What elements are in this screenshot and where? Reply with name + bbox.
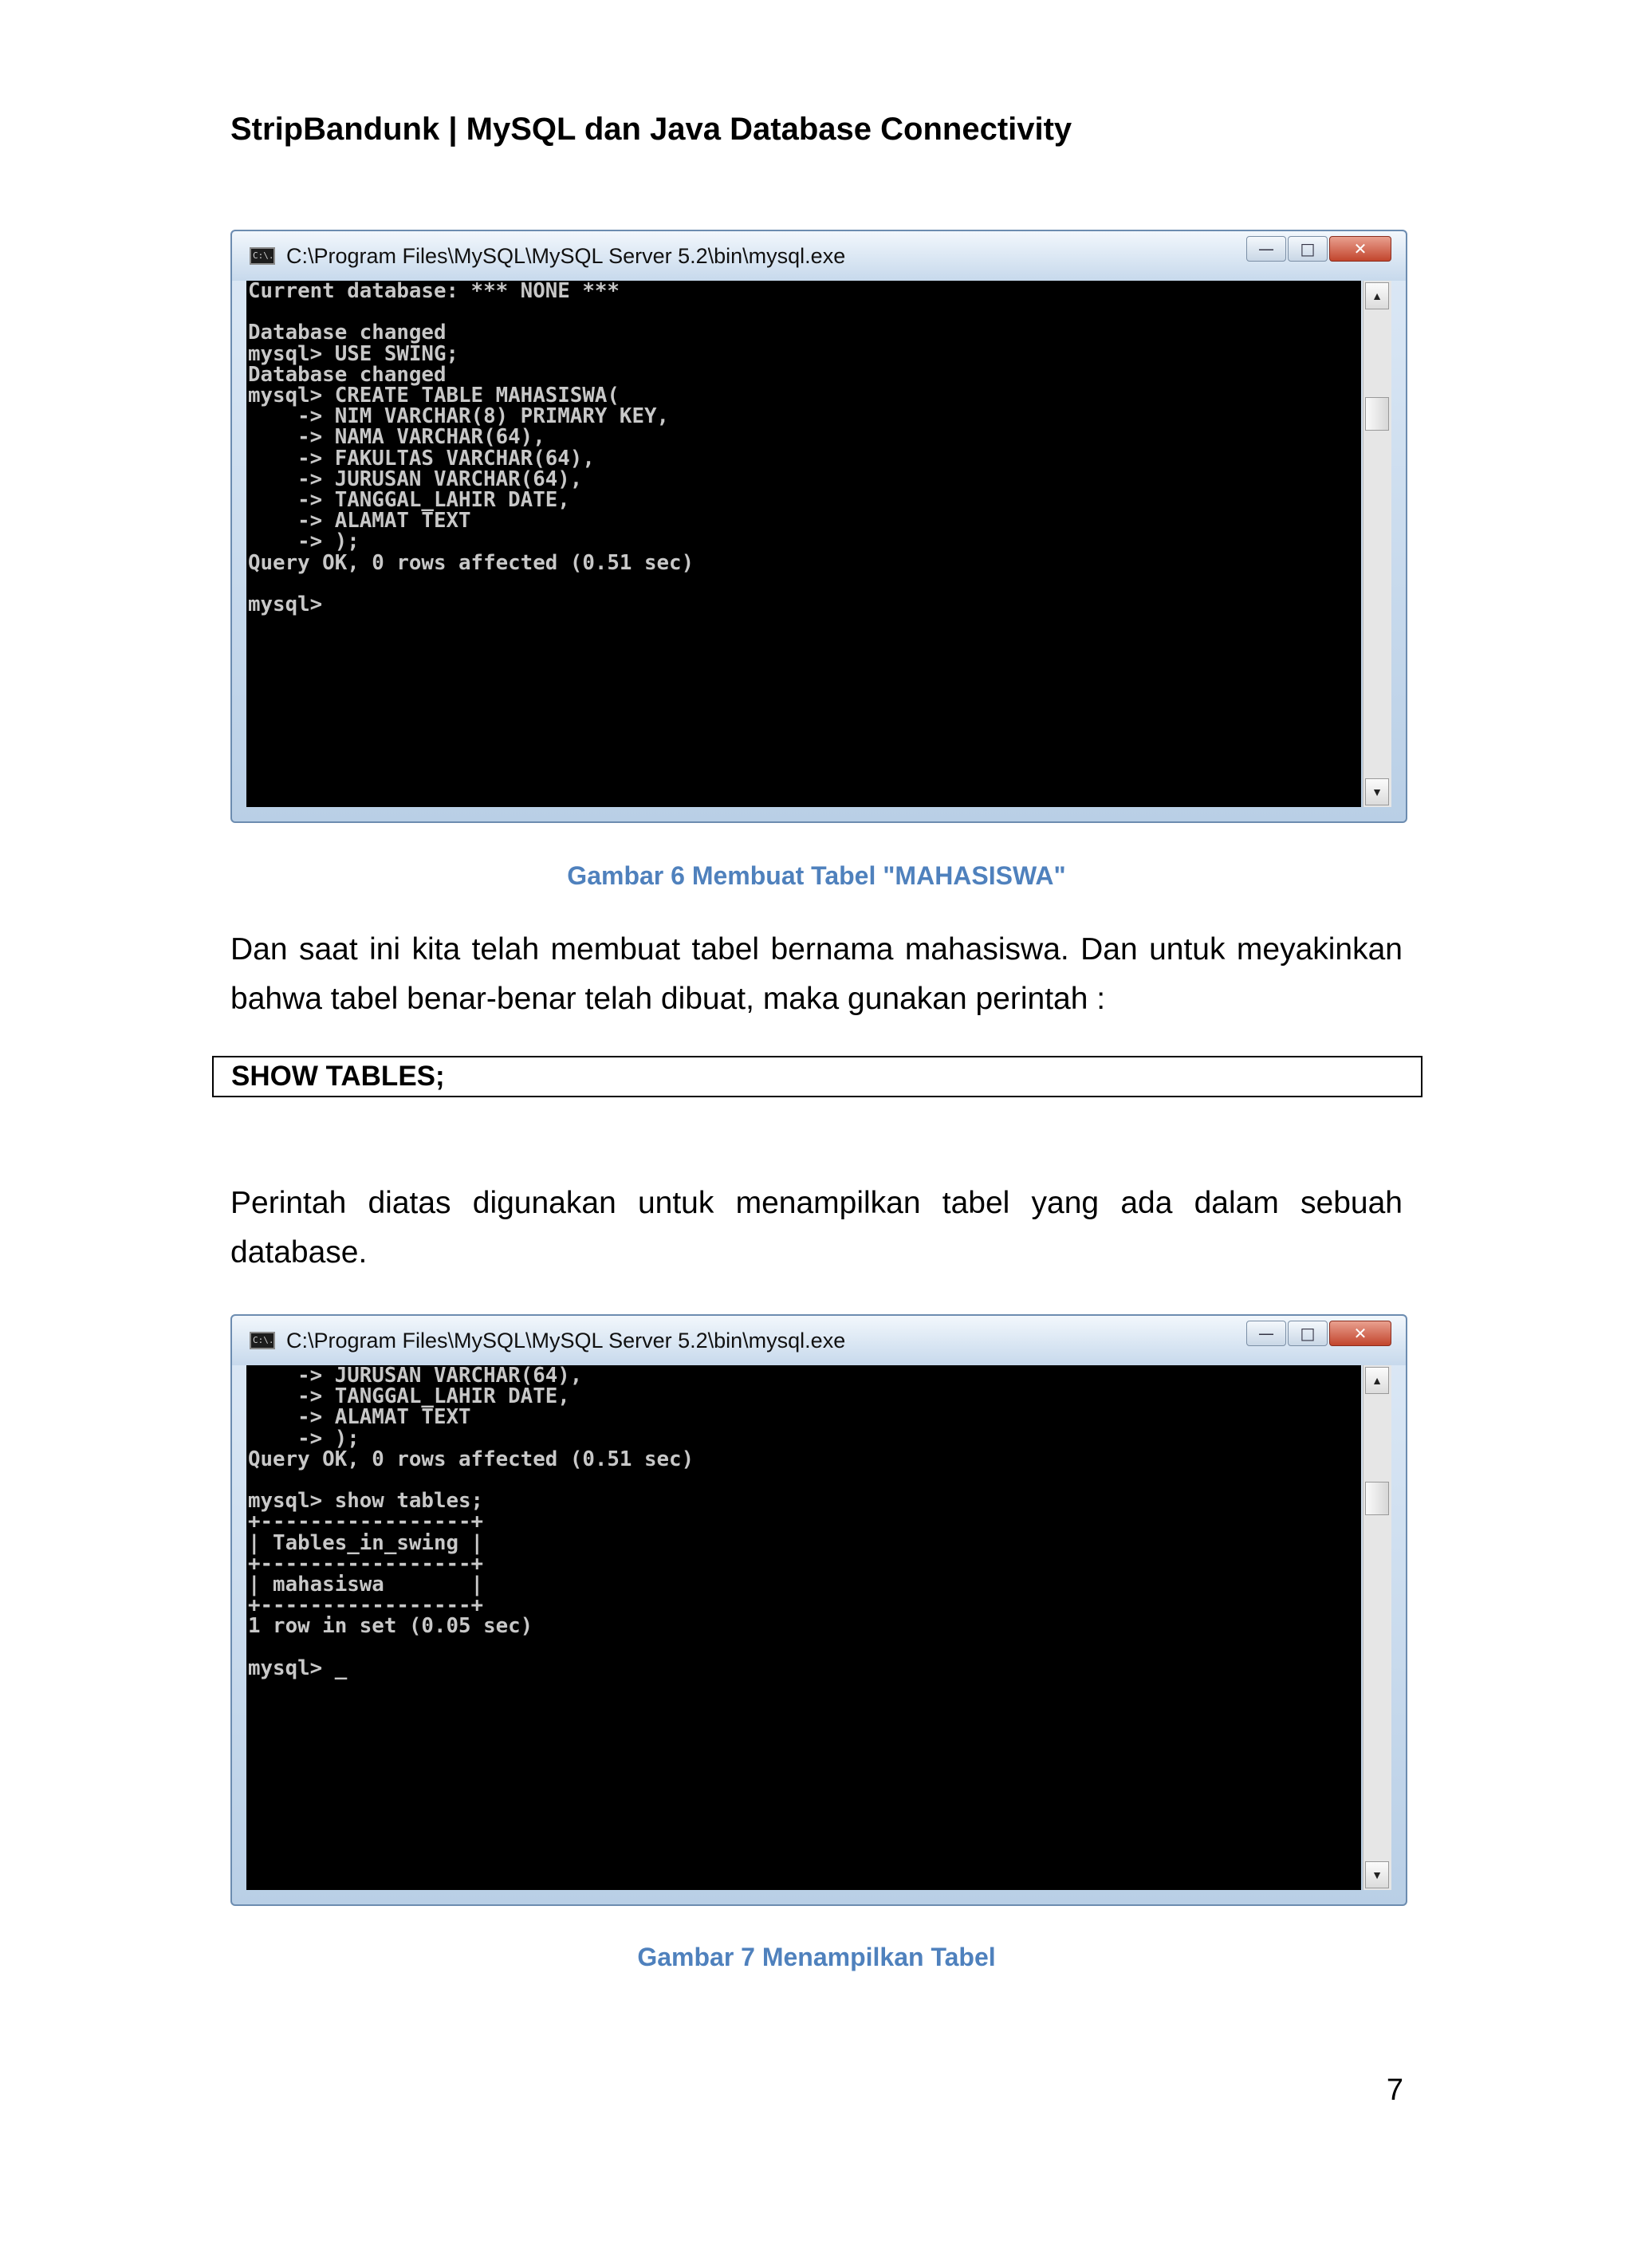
scrollbar-thumb[interactable]	[1365, 1482, 1389, 1515]
console-window-create-table	[230, 230, 1407, 823]
console-window-show-tables	[230, 1314, 1407, 1906]
scroll-down-arrow-icon[interactable]: ▼	[1365, 778, 1389, 805]
scroll-up-arrow-icon[interactable]: ▲	[1365, 282, 1389, 309]
console-output: Current database: *** NONE *** Database changed mysql> USE SWING; Database changed mysql> CREATE TABLE MAHASISWA( -> NIM VARCHAR(8) PRIMARY KEY, -> NAMA VARCHAR(64), -> FAKULTAS VARCHAR(64), -> JURUSAN VARCHAR(64), -> TANGGAL_LAHIR DATE, -> ALAMAT TEXT -> ); Query OK, 0 rows affected (0.51 sec) mysql>	[248, 281, 695, 617]
figure-caption-7: Gambar 7 Menampilkan Tabel	[637, 1943, 996, 1971]
close-icon[interactable]: ✕	[1329, 236, 1391, 262]
maximize-icon[interactable]: □	[1288, 236, 1328, 262]
console-screen[interactable]	[246, 281, 1361, 807]
page-header: StripBandunk | MySQL dan Java Database Connectivity	[230, 112, 1072, 147]
vertical-scrollbar[interactable]	[1363, 1365, 1391, 1890]
minimize-icon[interactable]: —	[1246, 236, 1286, 262]
maximize-icon[interactable]: □	[1288, 1321, 1328, 1346]
figure-caption-6: Gambar 6 Membuat Tabel "MAHASISWA"	[567, 861, 1066, 890]
scroll-down-arrow-icon[interactable]: ▼	[1365, 1861, 1389, 1888]
minimize-icon[interactable]: —	[1246, 1321, 1286, 1346]
vertical-scrollbar[interactable]	[1363, 281, 1391, 807]
cmd-icon: C:\.	[250, 1332, 275, 1349]
body-paragraph-2: Perintah diatas digunakan untuk menampilkan tabel yang ada dalam sebuah database.	[230, 1186, 1403, 1270]
window-title: C:\Program Files\MySQL\MySQL Server 5.2\bin\mysql.exe	[286, 243, 846, 268]
code-command-box: SHOW TABLES;	[212, 1056, 1422, 1097]
console-output: -> JURUSAN VARCHAR(64), -> TANGGAL_LAHIR DATE, -> ALAMAT TEXT -> ); Query OK, 0 rows affected (0.51 sec) mysql> show tables; +-----------------+ | Tables_in_swing | +-----------------+ | mahasiswa | +-----------------+ 1 row in set (0.05 sec) mysql> _	[248, 1365, 695, 1680]
console-screen[interactable]	[246, 1365, 1361, 1890]
scrollbar-thumb[interactable]	[1365, 397, 1389, 431]
scroll-up-arrow-icon[interactable]: ▲	[1365, 1367, 1389, 1394]
window-titlebar[interactable]	[232, 1316, 1406, 1365]
body-paragraph-1: Dan saat ini kita telah membuat tabel bernama mahasiswa. Dan untuk meyakinkan bahwa tabel benar-benar telah dibuat, maka gunakan perintah :	[230, 932, 1403, 1016]
window-title: C:\Program Files\MySQL\MySQL Server 5.2\bin\mysql.exe	[286, 1328, 846, 1353]
window-controls	[1246, 1321, 1391, 1346]
window-titlebar[interactable]	[232, 231, 1406, 281]
cmd-icon: C:\.	[250, 247, 275, 265]
close-icon[interactable]: ✕	[1329, 1321, 1391, 1346]
window-controls	[1246, 236, 1391, 262]
page-number: 7	[1386, 2073, 1403, 2107]
